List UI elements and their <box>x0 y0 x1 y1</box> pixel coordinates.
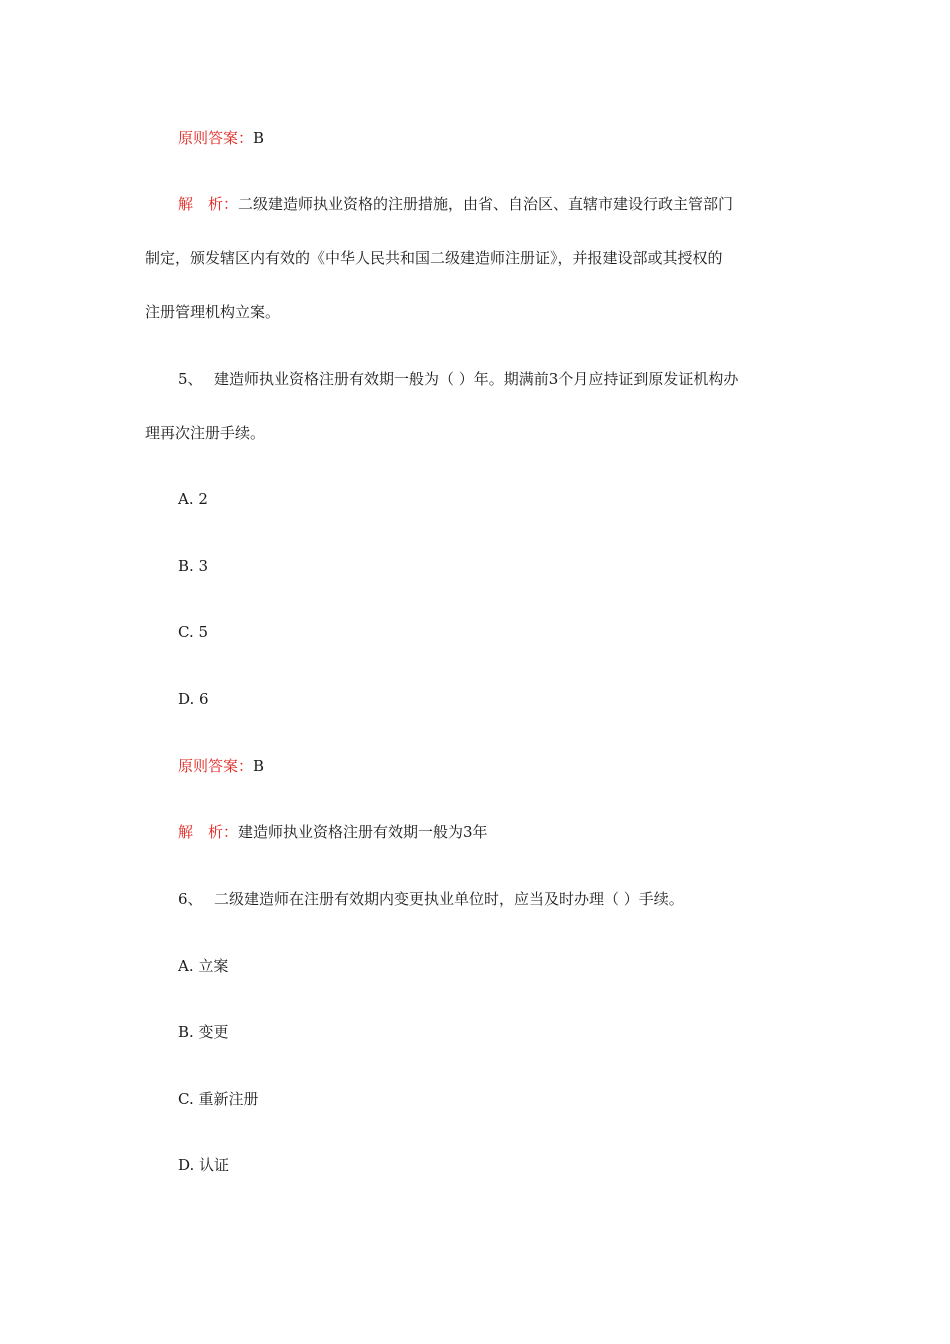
option-d: D. 6 <box>178 690 209 708</box>
analysis-text: 建造师执业资格注册有效期一般为3年 <box>238 823 488 841</box>
option-d: D. 认证 <box>178 1156 230 1174</box>
answer-label: 原则答案： <box>178 129 254 147</box>
option-a: A. 立案 <box>178 957 229 975</box>
option-b: B. 3 <box>178 557 209 575</box>
answer-line-1 <box>178 128 264 148</box>
answer-value: B <box>253 757 265 775</box>
analysis-line-2: 制定，颁发辖区内有效的《中华人民共和国二级建造师注册证》，并报建设部或其授权的 <box>145 249 723 267</box>
question-number: 5、 <box>178 370 203 388</box>
option-c: C. 重新注册 <box>178 1090 259 1108</box>
answer-label: 原则答案： <box>178 757 254 775</box>
analysis-label: 解 析： <box>178 195 239 213</box>
option-a: A. 2 <box>178 490 208 508</box>
question-5-line-2: 理再次注册手续。 <box>145 424 266 442</box>
question-6-line-1 <box>178 889 684 909</box>
question-text: 建造师执业资格注册有效期一般为（ ）年。期满前3个月应持证到原发证机构办 <box>214 370 739 388</box>
analysis-line-4 <box>178 822 488 842</box>
question-number: 6、 <box>178 890 203 908</box>
answer-value: B <box>253 129 265 147</box>
analysis-label: 解 析： <box>178 823 239 841</box>
analysis-line-3: 注册管理机构立案。 <box>145 303 281 321</box>
question-5-line-1 <box>178 369 738 389</box>
analysis-line-1 <box>178 194 733 214</box>
answer-line-2 <box>178 756 264 776</box>
option-c: C. 5 <box>178 623 209 641</box>
analysis-text: 二级建造师执业资格的注册措施，由省、自治区、直辖市建设行政主管部门 <box>238 195 734 213</box>
question-text: 二级建造师在注册有效期内变更执业单位时，应当及时办理（ ）手续。 <box>214 890 684 908</box>
option-b: B. 变更 <box>178 1023 229 1041</box>
